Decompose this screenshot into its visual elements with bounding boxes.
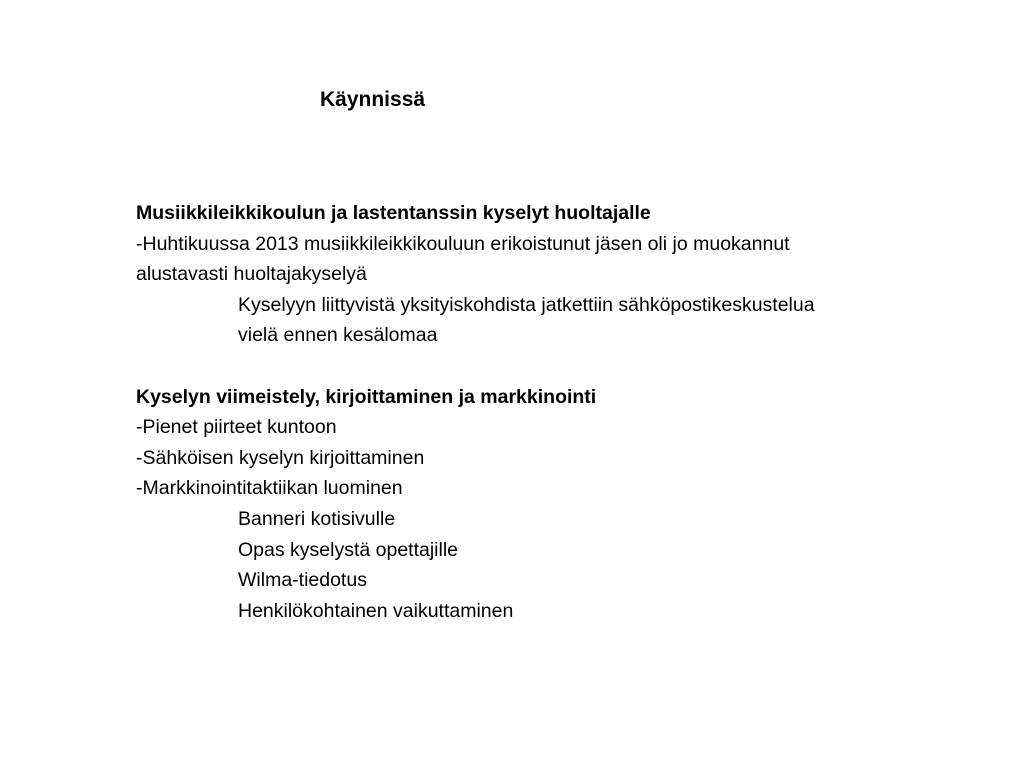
section2-subitem: Wilma-tiedotus: [238, 569, 367, 592]
section1-heading: Musiikkileikkikoulun ja lastentanssin kyselyt huoltajalle: [136, 202, 651, 224]
slide-title: Käynnissä: [320, 88, 426, 111]
section2-subitem: Banneri kotisivulle: [238, 507, 396, 530]
slide-body: [136, 198, 956, 626]
section1-indented-line1: Kyselyyn liittyvistä yksityiskohdista jatkettiin sähköpostikeskustelua: [238, 293, 815, 316]
section-spacer: [136, 351, 956, 382]
section2-heading: Kyselyn viimeistely, kirjoittaminen ja markkinointi: [136, 385, 597, 408]
section2-item: -Pienet piirteet kuntoon: [136, 416, 337, 439]
section2-item: -Sähköisen kyselyn kirjoittaminen: [136, 446, 425, 469]
section1-indented-line2: vielä ennen kesälomaa: [238, 324, 438, 347]
section2-subitem: Opas kyselystä opettajille: [238, 538, 459, 561]
section1-text-line1: -Huhtikuussa 2013 musiikkileikkikouluun erikoistunut jäsen oli jo muokannut: [136, 232, 790, 255]
section1-text-line2: alustavasti huoltajakyselyä: [136, 263, 367, 286]
section2-subitem: Henkilökohtainen vaikuttaminen: [238, 599, 514, 622]
section2-item: -Markkinointitaktiikan luominen: [136, 477, 403, 500]
